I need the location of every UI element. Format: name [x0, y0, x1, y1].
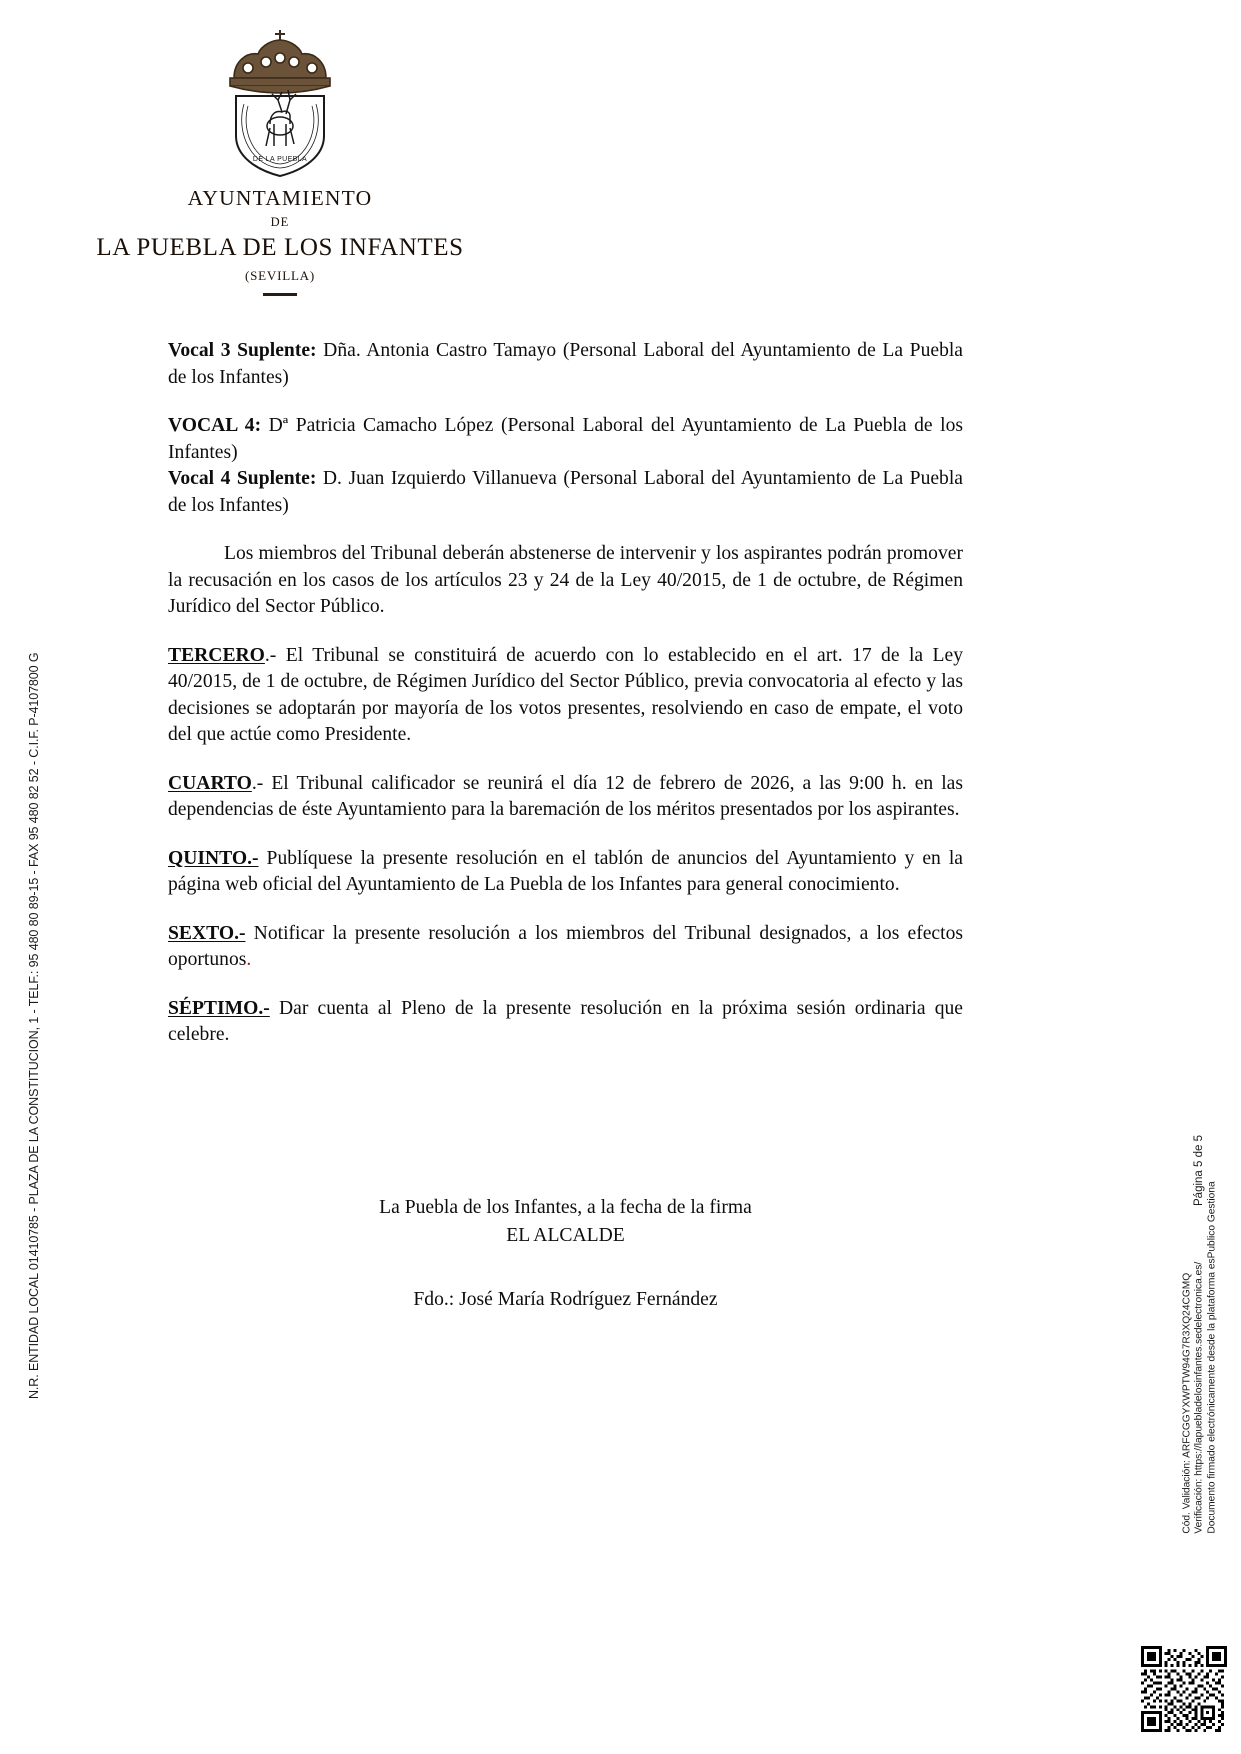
- left-registry-strip: [14, 0, 60, 1754]
- paragraph-cuarto: [168, 771, 963, 824]
- letterhead-divider: [263, 293, 297, 296]
- label-tercero: TERCERO: [168, 644, 265, 666]
- text-vocal-3-suplente: Dña. Antonia Castro Tamayo (Personal Laboral del Ayuntamiento de La Puebla de los Infantes): [168, 340, 964, 388]
- paragraph-tercero: [168, 643, 963, 749]
- svg-text:DE LA PUEBLA: DE LA PUEBLA: [252, 156, 308, 163]
- paragraph-vocal-3-suplente: [168, 338, 963, 391]
- validation-code-line: Cód. Validación: ARFCGGYXWPTW94G7R3XQ24CGMQ: [1181, 1272, 1193, 1534]
- label-quinto: QUINTO.-: [168, 847, 259, 869]
- text-quinto: Publíquese la presente resolución en el tablón de anuncios del Ayuntamiento y en la página web oficial del Ayuntamiento de La Puebla de los Infantes para general conocimiento.: [168, 847, 963, 895]
- text-sexto-final-punctuation: .: [246, 949, 252, 970]
- signature-block: [168, 1194, 963, 1314]
- letterhead: [70, 28, 490, 296]
- text-vocal-4: Dª Patricia Camacho López (Personal Laboral del Ayuntamiento de La Puebla de los Infantes): [168, 415, 963, 463]
- paragraph-quinto: [168, 846, 963, 899]
- letterhead-line-ayuntamiento: AYUNTAMIENTO: [187, 186, 373, 210]
- text-sexto: Notificar la presente resolución a los miembros del Tribunal designados, a los efectos oportunos: [168, 922, 963, 970]
- paragraph-sexto: [168, 921, 963, 974]
- paragraph-septimo: [168, 996, 963, 1049]
- letterhead-line-de: DE: [270, 215, 290, 229]
- paragraph-vocal-4: [168, 413, 963, 466]
- validation-platform-line: Documento firmado electrónicamente desde la plataforma esPublico Gestiona: [1206, 1181, 1218, 1534]
- label-sexto: SEXTO.-: [168, 922, 246, 944]
- paragraph-abstencion-recusacion: [168, 541, 963, 621]
- right-validation-strip: [1167, 0, 1233, 1754]
- coat-of-arms-icon: [200, 28, 360, 180]
- text-vocal-4-suplente: D. Juan Izquierdo Villanueva (Personal Laboral del Ayuntamiento de La Puebla de los Infantes): [168, 468, 963, 516]
- validation-info-block: [1181, 1104, 1218, 1534]
- qr-code-icon[interactable]: [1141, 1646, 1227, 1732]
- letterhead-line-municipality: LA PUEBLA DE LOS INFANTES: [96, 234, 464, 261]
- text-abstencion-recusacion: Los miembros del Tribunal deberán abstenerse de intervenir y los aspirantes podrán promover la recusación en los casos de los artículos 23 y 24 de la Ley 40/2015, de 1 de octubre, de Régimen Jurídico del Sector Público.: [168, 543, 963, 617]
- page-number-label: Página 5 de 5: [1193, 1135, 1205, 1206]
- label-cuarto: CUARTO: [168, 772, 252, 794]
- text-cuarto: .- El Tribunal calificador se reunirá el día 12 de febrero de 2026, a las 9:00 h. en las dependencias de éste Ayuntamiento para la baremación de los méritos presentados por los aspirantes.: [168, 772, 963, 820]
- registry-footer-text: N.R. ENTIDAD LOCAL 01410785 - PLAZA DE LA CONSTITUCION, 1 - TELF.: 95 480 80 89-15 - FAX 95 480 82 52 - C.I.F. P-4107800 G: [27, 652, 41, 1399]
- label-vocal-4: VOCAL 4:: [168, 415, 262, 436]
- label-septimo: SÉPTIMO.-: [168, 997, 270, 1019]
- label-vocal-3-suplente: Vocal 3 Suplente:: [168, 340, 317, 361]
- validation-url-line[interactable]: Verificación: https://lapuebladelosinfantes.sedelectronica.es/: [1193, 1261, 1205, 1534]
- text-tercero: .- El Tribunal se constituirá de acuerdo con lo establecido en el art. 17 de la Ley 40/2015, de 1 de octubre, de Régimen Jurídico del Sector Público, previa convocatoria al efecto y las decisiones se adoptarán por mayoría de los votos presentes, resolviendo en caso de empate, el voto del que actúe como Presidente.: [168, 644, 963, 745]
- signature-signed-by: Fdo.: José María Rodríguez Fernández: [413, 1289, 718, 1310]
- label-vocal-4-suplente: Vocal 4 Suplente:: [168, 468, 317, 489]
- text-septimo: Dar cuenta al Pleno de la presente resolución en la próxima sesión ordinaria que celebre.: [168, 997, 963, 1045]
- paragraph-vocal-4-suplente: [168, 466, 963, 519]
- document-body: [168, 338, 963, 1071]
- signature-role: EL ALCALDE: [506, 1225, 625, 1246]
- letterhead-line-province: (SEVILLA): [244, 268, 316, 283]
- signature-place-date: La Puebla de los Infantes, a la fecha de la firma: [379, 1197, 752, 1218]
